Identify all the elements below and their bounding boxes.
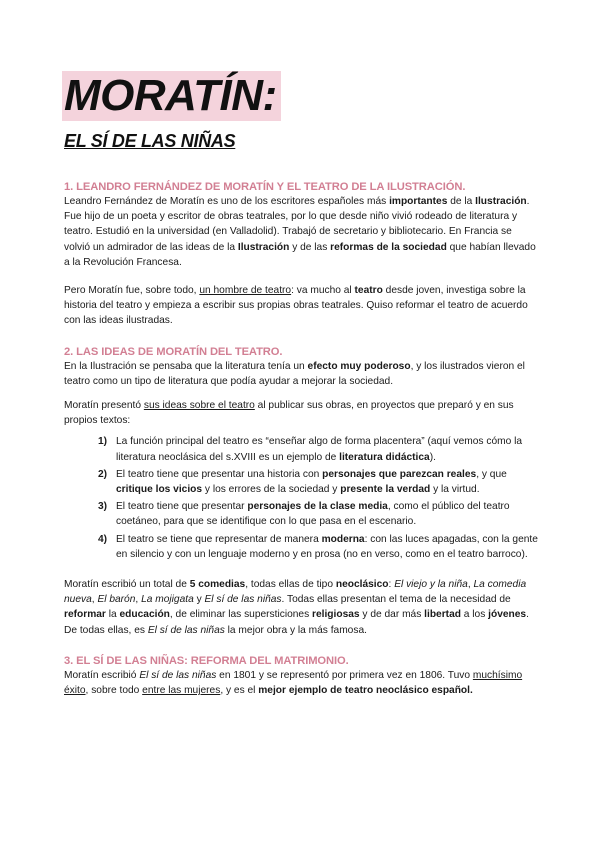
text-run: y de las [289,241,331,253]
underlined-run: entre las mujeres [142,685,221,697]
section-2-heading: 2. LAS IDEAS DE MORATÍN DEL TEATRO. [64,345,283,358]
text-run: . Todas ellas presentan el tema de la necesidad de [281,594,511,606]
italic-run: La comedia nueva [64,579,527,606]
bold-run: mejor ejemplo de teatro neoclásico español. [258,685,473,697]
text-run: El teatro tiene que presentar [116,501,248,513]
text-run: a los [460,609,489,621]
bold-run: neoclásico [335,579,389,591]
list-item [64,467,538,497]
bold-run: efecto muy poderoso [307,360,411,372]
text-run: la mejor obra y la más famosa. [224,624,367,636]
text-run: Pero Moratín fue, sobre todo, [64,285,200,297]
list-number: 1) [98,436,108,448]
page-title: MORATÍN: [62,71,281,121]
bold-run: teatro [354,285,383,297]
text-run: desde joven, investiga sobre la historia del teatro y empieza a escribir sus propias obras teatrales. Quiso reformar el teatro de acuerdo con las ideas ilustradas. [64,285,528,327]
bold-run: literatura didáctica [339,451,430,463]
section-2-paragraph-3 [64,577,538,638]
underlined-run: sus ideas sobre el teatro [143,400,255,412]
text-run: Leandro Fernández de Moratín es uno de los escritores españoles más [64,196,390,207]
italic-run: El sí de las niñas [147,624,225,636]
bold-run: Ilustración [475,196,527,207]
bold-run: educación [119,609,170,621]
text-run: , y es el [220,685,259,697]
text-run: Moratín escribió [64,669,140,681]
title-block [62,71,281,121]
text-run: En la Ilustración se pensaba que la literatura tenía un [64,360,308,372]
text-run: Moratín presentó [64,400,144,412]
bold-run: jóvenes [488,609,527,621]
bold-run: reformas de la sociedad [330,241,447,253]
bold-run: presente la verdad [340,484,431,496]
text-run: El teatro se tiene que representar de manera [116,533,322,545]
text-run: y [193,594,205,606]
section-1-paragraph-2 [64,283,538,329]
text-run: de la [447,196,476,207]
text-run: que habían llevado a la Revolución Francesa. [64,241,536,268]
list-item [64,532,538,562]
text-run: y de dar más [359,609,425,621]
text-run: El teatro tiene que presentar una historia con [116,468,323,480]
text-run: , como el público del teatro coetáneo, para que se identifique con lo que pasa en el escenario. [116,501,510,528]
bold-run: personajes de la clase media [247,501,388,513]
document-body [64,180,538,698]
text-run: , sobre todo [85,685,143,697]
text-run: , y que [476,468,507,480]
text-run: y la virtud. [430,484,480,496]
text-run: , [91,594,98,606]
section-3-heading: 3. EL SÍ DE LAS NIÑAS: REFORMA DEL MATRIMONIO. [64,654,349,667]
bold-run: libertad [424,609,461,621]
bold-run: critique los vicios [116,484,203,496]
bold-run: moderna [321,533,365,545]
section-1-paragraph-1 [64,194,538,270]
italic-run: El barón [97,594,136,606]
italic-run: El sí de las niñas [204,594,282,606]
italic-run: El sí de las niñas [139,669,217,681]
italic-run: La mojigata [141,594,194,606]
bold-run: religiosas [312,609,360,621]
underlined-run: un hombre de teatro [199,285,292,297]
section-2-paragraph-1 [64,359,538,389]
bold-run: importantes [389,196,448,207]
bold-run: 5 comedias [189,579,246,591]
text-run: : con las luces apagadas, con la gente en silencio y con un lenguaje moderno y en prosa (no en verso, como en el teatro barroco). [116,533,538,560]
text-run: Moratín escribió un total de [64,579,190,591]
list-item [64,499,538,529]
bold-run: personajes que parezcan reales [322,468,477,480]
ideas-list [64,434,538,562]
list-number: 4) [98,533,108,545]
list-number: 3) [98,501,108,513]
text-run: la [105,609,120,621]
bold-run: Ilustración [237,241,290,253]
list-number: 2) [98,468,108,480]
text-run: . Fue hijo de un poeta y escritor de obras teatrales, por lo que desde niño vivió rodeado de literatura y teatro. Estudió en la universidad (en Valladolid). Trabajó de secretario y bibliotecario. En Francia se volvió un admirador de las ideas de la [64,196,530,253]
text-run: : [388,579,395,591]
bold-run: reformar [64,609,106,621]
text-run: en 1801 y se representó por primera vez en 1806. Tuvo [216,669,473,681]
section-3-paragraph-1 [64,668,538,698]
list-item [64,434,538,464]
text-run: : va mucho al [291,285,355,297]
section-1-heading: 1. LEANDRO FERNÁNDEZ DE MORATÍN Y EL TEATRO DE LA ILUSTRACIÓN. [64,181,466,193]
text-run: , [135,594,142,606]
text-run: , de eliminar las supersticiones [169,609,313,621]
underlined-run: muchísimo éxito [64,669,523,697]
text-run: y los errores de la sociedad y [202,484,341,496]
section-2-paragraph-2 [64,398,538,428]
text-run: La función principal del teatro es “enseñar algo de forma placentera” (aquí vemos cómo la literatura neoclásica del s.XVIII es un ejemplo de [116,436,523,463]
text-run: al publicar sus obras, en proyectos que preparó y en sus propios textos: [64,400,514,427]
text-run: ). [429,451,436,463]
page-subtitle: EL SÍ DE LAS NIÑAS [64,131,236,151]
italic-run: El viejo y la niña [394,579,468,591]
text-run: , todas ellas de tipo [245,579,336,591]
text-run: . De todas ellas, es [64,609,529,636]
text-run: , [467,579,474,591]
text-run: , y los ilustrados vieron el teatro como un tipo de literatura que podía ayudar a mejorar la sociedad. [64,360,525,387]
